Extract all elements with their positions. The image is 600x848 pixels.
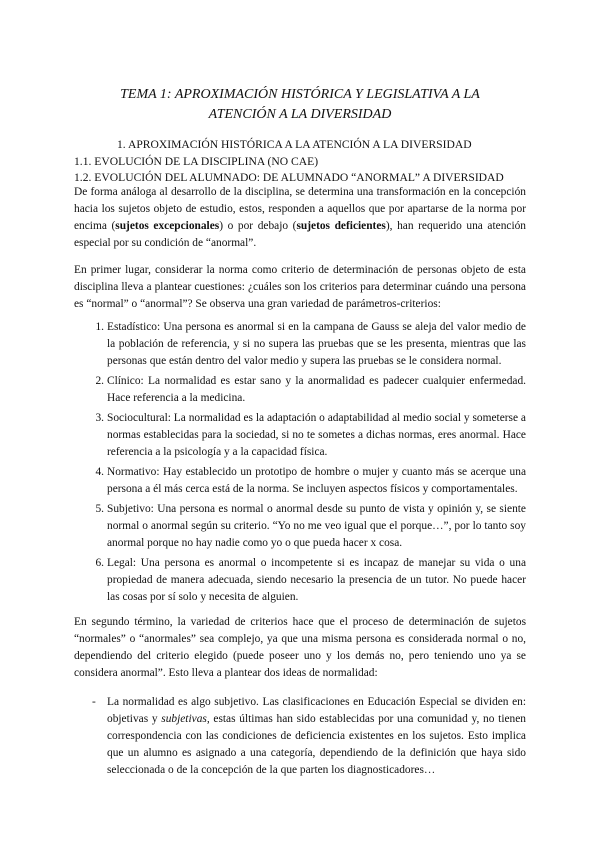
dash-item-text-a: La normalidad es algo subjetivo. Las clasificaciones en Educación Especial se dividen en: objetivas y	[107, 696, 526, 725]
section-heading-1: 1. APROXIMACIÓN HISTÓRICA A LA ATENCIÓN A LA DIVERSIDAD	[117, 138, 472, 151]
section-heading-1-2: 1.2. EVOLUCIÓN DEL ALUMNADO: DE ALUMNADO “ANORMAL” A DIVERSIDAD	[74, 171, 504, 184]
paragraph-1-text-a: De forma análoga al desarrollo de la disciplina, se determina una transformación en la concepción hacia los sujetos objeto de estudio, estos, responden a aquellos que por apartarse de la norma por encima (	[74, 186, 526, 232]
list-item-number: 1.	[95, 321, 104, 333]
document-title	[80, 85, 520, 125]
term-sujetos-deficientes: sujetos deficientes	[296, 220, 386, 232]
title-line-2: ATENCIÓN A LA DIVERSIDAD	[208, 107, 392, 122]
list-item-number: 5.	[95, 503, 104, 515]
list-item	[92, 555, 526, 606]
dash-item-text-c: estas últimas han sido establecidas por una comunidad y, no tienen correspondencia con las condiciones de deficiencia existentes en los sujetos. Esto implica que un alumno es asignado a una categoría, dependiendo de la definición que haya sido seleccionada o de la concepción de la que parten los diagnosticadores…	[107, 713, 526, 776]
term-subjetivas: subjetivas,	[161, 713, 210, 725]
paragraph-2: En primer lugar, considerar la norma como criterio de determinación de personas objeto de esta disciplina lleva a plantear cuestiones: ¿cuáles son los criterios para determinar cuándo una persona es “normal” o “anormal”? Se observa una gran variedad de parámetros-criterios:	[74, 264, 526, 310]
criteria-list	[92, 319, 526, 609]
list-item-text: Estadístico: Una persona es anormal si en la campana de Gauss se aleja del valor medio de la población de referencia, y si no supera las pruebas que se les presenta, mientras que las personas que están dentro del valor medio y supera las pruebas se le considera normal.	[107, 321, 526, 367]
list-item-text: Normativo: Hay establecido un prototipo de hombre o mujer y cuanto más se acerque una persona a él más cerca está de la norma. Se incluyen aspectos físicos y comportamentales.	[107, 466, 526, 495]
list-item-text: Clínico: La normalidad es estar sano y la anormalidad es padecer cualquier enfermedad. Hace referencia a la medicina.	[107, 375, 526, 404]
paragraph-3: En segundo término, la variedad de criterios hace que el proceso de determinación de sujetos “normales” o “anormales” sea complejo, ya que una misma persona es considerada normal o no, dependiendo del criterio elegido (puede poseer uno y los demás no, pero teniendo uno ya se considera anormal”. Esto lleva a plantear dos ideas de normalidad:	[74, 616, 526, 679]
list-item	[92, 373, 526, 407]
title-line-1: TEMA 1: APROXIMACIÓN HISTÓRICA Y LEGISLATIVA A LA	[120, 87, 480, 102]
list-item-number: 3.	[95, 412, 104, 424]
list-item-number: 2.	[95, 375, 104, 387]
section-heading-1-1: 1.1. EVOLUCIÓN DE LA DISCIPLINA (NO CAE)	[74, 155, 319, 168]
list-item	[92, 410, 526, 461]
paragraph-1	[74, 184, 526, 252]
list-item-number: 4.	[95, 466, 104, 478]
list-item	[92, 501, 526, 552]
paragraph-1-text-c: ) o por debajo (	[219, 220, 297, 232]
list-item-text: Sociocultural: La normalidad es la adaptación o adaptabilidad al medio social y someterse a normas establecidas para la sociedad, si no te sometes a dichas normas, eres anormal. Hace referencia a la psicología y a la capacidad física.	[107, 412, 526, 458]
list-item	[92, 319, 526, 370]
list-item-number: 6.	[95, 557, 104, 569]
term-sujetos-excepcionales: sujetos excepcionales	[115, 220, 220, 232]
list-item	[92, 464, 526, 498]
list-item-text: Subjetivo: Una persona es normal o anormal desde su punto de vista y opinión y, se siente normal o anormal según su criterio. “Yo no me veo igual que el porque…”, por lo tanto soy anormal porque no hay nadie como yo o que pueda hacer x cosa.	[107, 503, 526, 549]
paragraph-1-text-e: ), han requerido una atención especial por su condición de “anormal”.	[74, 220, 526, 249]
dash-bullet: -	[92, 696, 96, 708]
dash-list-item	[92, 694, 526, 779]
list-item-text: Legal: Una persona es anormal o incompetente si es incapaz de manejar su vida o una propiedad de manera adecuada, siendo necesario la presencia de un tutor. No puede hacer las cosas por sí solo y necesita de alguien.	[107, 557, 526, 603]
dash-item-text	[107, 694, 526, 779]
